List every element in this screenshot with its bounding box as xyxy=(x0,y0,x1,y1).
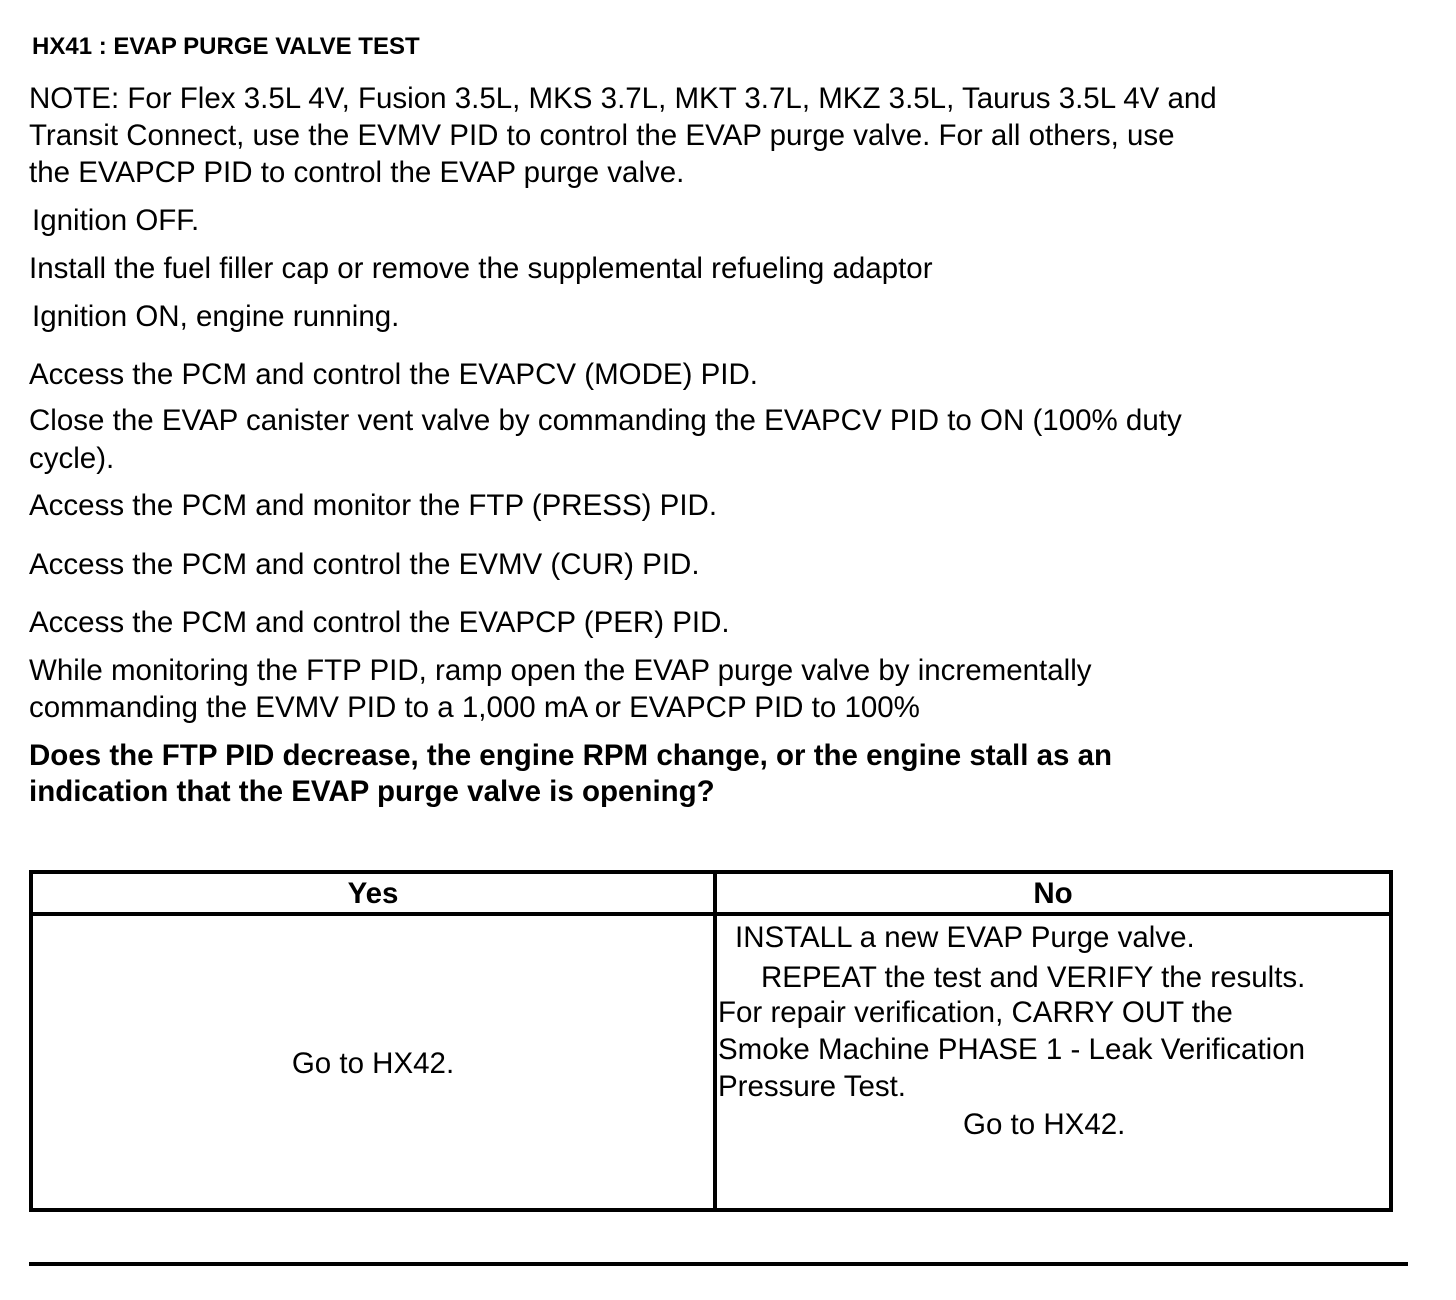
table-header-no: No xyxy=(1033,877,1073,910)
step-ramp-line-2: commanding the EVMV PID to a 1,000 mA or EVAPCP PID to 100% xyxy=(29,691,920,724)
table-column-divider xyxy=(713,874,717,1208)
table-cell-yes xyxy=(33,916,713,1212)
step-control-evapcp: Access the PCM and control the EVAPCP (PER) PID. xyxy=(29,606,730,639)
no-action-line-3: For repair verification, CARRY OUT the xyxy=(718,996,1233,1029)
no-action-line-2: REPEAT the test and VERIFY the results. xyxy=(761,961,1306,994)
result-table xyxy=(29,870,1393,1212)
bottom-divider xyxy=(29,1262,1408,1266)
yes-action-text: Go to HX42. xyxy=(291,1047,455,1080)
step-monitor-ftp: Access the PCM and monitor the FTP (PRESS) PID. xyxy=(29,489,718,522)
step-ramp-line-1: While monitoring the FTP PID, ramp open the EVAP purge valve by incrementally xyxy=(29,654,1092,687)
no-action-line-5: Pressure Test. xyxy=(718,1070,907,1103)
question-line-2: indication that the EVAP purge valve is opening? xyxy=(29,775,715,808)
no-action-line-6: Go to HX42. xyxy=(963,1108,1126,1141)
step-close-vent-line-1: Close the EVAP canister vent valve by commanding the EVAPCV PID to ON (100% duty xyxy=(29,404,1182,437)
step-ignition-off: Ignition OFF. xyxy=(32,204,200,237)
page-title: HX41 : EVAP PURGE VALVE TEST xyxy=(32,33,420,60)
note-line-2: Transit Connect, use the EVMV PID to control the EVAP purge valve. For all others, use xyxy=(29,119,1175,152)
step-control-evmv: Access the PCM and control the EVMV (CUR) PID. xyxy=(29,548,700,581)
step-access-evapcv: Access the PCM and control the EVAPCV (MODE) PID. xyxy=(29,358,759,391)
step-close-vent-line-2: cycle). xyxy=(29,442,115,475)
table-header-yes: Yes xyxy=(347,877,399,910)
step-install-cap: Install the fuel filler cap or remove the supplemental refueling adaptor xyxy=(29,252,933,285)
step-ignition-on: Ignition ON, engine running. xyxy=(32,300,400,333)
note-line-3: the EVAPCP PID to control the EVAP purge valve. xyxy=(29,156,685,189)
no-action-line-1: INSTALL a new EVAP Purge valve. xyxy=(735,921,1195,954)
no-action-line-4: Smoke Machine PHASE 1 - Leak Verification xyxy=(718,1033,1306,1066)
question-line-1: Does the FTP PID decrease, the engine RPM change, or the engine stall as an xyxy=(29,739,1113,772)
note-line-1: NOTE: For Flex 3.5L 4V, Fusion 3.5L, MKS 3.7L, MKT 3.7L, MKZ 3.5L, Taurus 3.5L 4V and xyxy=(29,82,1217,115)
